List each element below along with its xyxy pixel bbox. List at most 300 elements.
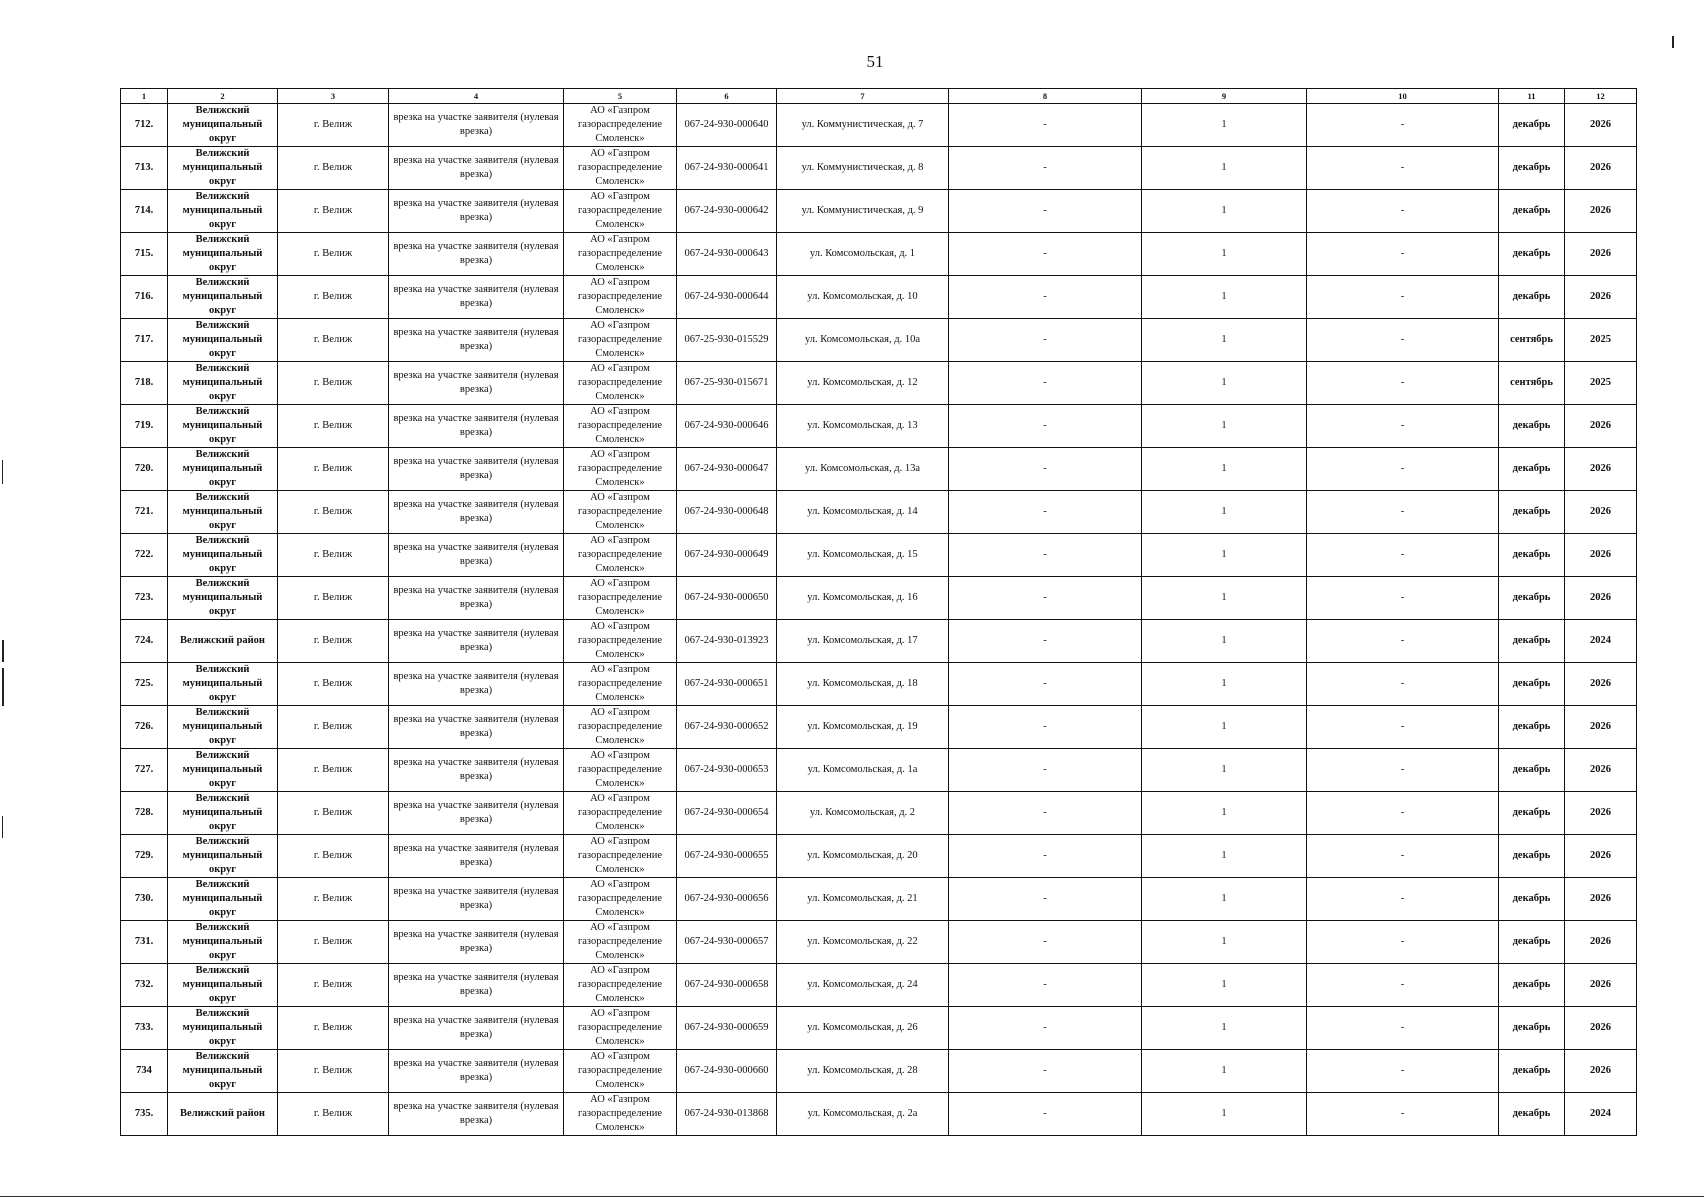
month-cell: декабрь [1499, 147, 1565, 190]
organization-cell: АО «Газпром газораспределение Смоленск» [564, 663, 677, 706]
address-cell: ул. Комсомольская, д. 16 [777, 577, 949, 620]
district-cell: Велижский муниципальный округ [168, 792, 278, 835]
table-row [121, 405, 1637, 448]
column-9-cell: 1 [1142, 448, 1307, 491]
column-header: 1 [121, 89, 168, 104]
address-cell: ул. Комсомольская, д. 20 [777, 835, 949, 878]
work-type-cell: врезка на участке заявителя (нулевая врезка) [389, 276, 564, 319]
organization-cell: АО «Газпром газораспределение Смоленск» [564, 147, 677, 190]
column-10-cell: - [1307, 190, 1499, 233]
work-type-cell: врезка на участке заявителя (нулевая врезка) [389, 1050, 564, 1093]
month-cell: декабрь [1499, 792, 1565, 835]
year-cell: 2026 [1565, 276, 1637, 319]
year-cell: 2026 [1565, 233, 1637, 276]
column-9-cell: 1 [1142, 147, 1307, 190]
row-number: 731. [121, 921, 168, 964]
district-cell: Велижский муниципальный округ [168, 534, 278, 577]
column-9-cell: 1 [1142, 190, 1307, 233]
address-cell: ул. Коммунистическая, д. 7 [777, 104, 949, 147]
column-9-cell: 1 [1142, 362, 1307, 405]
address-cell: ул. Комсомольская, д. 28 [777, 1050, 949, 1093]
row-number: 718. [121, 362, 168, 405]
address-cell: ул. Комсомольская, д. 10 [777, 276, 949, 319]
column-10-cell: - [1307, 835, 1499, 878]
address-cell: ул. Коммунистическая, д. 9 [777, 190, 949, 233]
year-cell: 2026 [1565, 448, 1637, 491]
table-row [121, 362, 1637, 405]
organization-cell: АО «Газпром газораспределение Смоленск» [564, 1007, 677, 1050]
column-9-cell: 1 [1142, 878, 1307, 921]
district-cell: Велижский муниципальный округ [168, 362, 278, 405]
address-cell: ул. Комсомольская, д. 17 [777, 620, 949, 663]
organization-cell: АО «Газпром газораспределение Смоленск» [564, 1093, 677, 1136]
table-row [121, 749, 1637, 792]
district-cell: Велижский муниципальный округ [168, 190, 278, 233]
town-cell: г. Велиж [278, 362, 389, 405]
address-cell: ул. Комсомольская, д. 13 [777, 405, 949, 448]
column-10-cell: - [1307, 964, 1499, 1007]
district-cell: Велижский муниципальный округ [168, 104, 278, 147]
application-code-cell: 067-24-930-000654 [677, 792, 777, 835]
organization-cell: АО «Газпром газораспределение Смоленск» [564, 491, 677, 534]
row-number: 724. [121, 620, 168, 663]
column-8-cell: - [949, 491, 1142, 534]
column-9-cell: 1 [1142, 104, 1307, 147]
application-code-cell: 067-24-930-000658 [677, 964, 777, 1007]
table-row [121, 835, 1637, 878]
work-type-cell: врезка на участке заявителя (нулевая врезка) [389, 749, 564, 792]
column-8-cell: - [949, 1050, 1142, 1093]
address-cell: ул. Комсомольская, д. 26 [777, 1007, 949, 1050]
application-code-cell: 067-24-930-000655 [677, 835, 777, 878]
month-cell: декабрь [1499, 835, 1565, 878]
year-cell: 2026 [1565, 577, 1637, 620]
application-code-cell: 067-24-930-000649 [677, 534, 777, 577]
column-8-cell: - [949, 792, 1142, 835]
town-cell: г. Велиж [278, 1007, 389, 1050]
district-cell: Велижский муниципальный округ [168, 878, 278, 921]
column-8-cell: - [949, 362, 1142, 405]
organization-cell: АО «Газпром газораспределение Смоленск» [564, 749, 677, 792]
column-8-cell: - [949, 190, 1142, 233]
organization-cell: АО «Газпром газораспределение Смоленск» [564, 921, 677, 964]
month-cell: декабрь [1499, 104, 1565, 147]
column-10-cell: - [1307, 1093, 1499, 1136]
month-cell: декабрь [1499, 448, 1565, 491]
year-cell: 2026 [1565, 964, 1637, 1007]
column-8-cell: - [949, 921, 1142, 964]
column-10-cell: - [1307, 534, 1499, 577]
row-number: 722. [121, 534, 168, 577]
work-type-cell: врезка на участке заявителя (нулевая врезка) [389, 792, 564, 835]
work-type-cell: врезка на участке заявителя (нулевая врезка) [389, 233, 564, 276]
table-row [121, 534, 1637, 577]
column-8-cell: - [949, 104, 1142, 147]
district-cell: Велижский муниципальный округ [168, 921, 278, 964]
year-cell: 2026 [1565, 405, 1637, 448]
table-row [121, 921, 1637, 964]
table-row [121, 663, 1637, 706]
month-cell: декабрь [1499, 1007, 1565, 1050]
organization-cell: АО «Газпром газораспределение Смоленск» [564, 319, 677, 362]
column-10-cell: - [1307, 276, 1499, 319]
application-code-cell: 067-24-930-000660 [677, 1050, 777, 1093]
address-cell: ул. Комсомольская, д. 1а [777, 749, 949, 792]
row-number: 730. [121, 878, 168, 921]
month-cell: сентябрь [1499, 362, 1565, 405]
table-row [121, 1050, 1637, 1093]
row-number: 713. [121, 147, 168, 190]
year-cell: 2026 [1565, 1007, 1637, 1050]
table-row [121, 190, 1637, 233]
table-row [121, 276, 1637, 319]
year-cell: 2026 [1565, 104, 1637, 147]
work-type-cell: врезка на участке заявителя (нулевая врезка) [389, 921, 564, 964]
row-number: 712. [121, 104, 168, 147]
column-9-cell: 1 [1142, 491, 1307, 534]
month-cell: сентябрь [1499, 319, 1565, 362]
town-cell: г. Велиж [278, 104, 389, 147]
column-8-cell: - [949, 1093, 1142, 1136]
row-number: 719. [121, 405, 168, 448]
page-number: 51 [866, 52, 884, 71]
work-type-cell: врезка на участке заявителя (нулевая врезка) [389, 362, 564, 405]
town-cell: г. Велиж [278, 1093, 389, 1136]
column-10-cell: - [1307, 405, 1499, 448]
column-8-cell: - [949, 749, 1142, 792]
town-cell: г. Велиж [278, 319, 389, 362]
column-10-cell: - [1307, 147, 1499, 190]
work-type-cell: врезка на участке заявителя (нулевая врезка) [389, 620, 564, 663]
month-cell: декабрь [1499, 405, 1565, 448]
town-cell: г. Велиж [278, 964, 389, 1007]
application-code-cell: 067-24-930-000657 [677, 921, 777, 964]
work-type-cell: врезка на участке заявителя (нулевая врезка) [389, 491, 564, 534]
address-cell: ул. Комсомольская, д. 24 [777, 964, 949, 1007]
column-9-cell: 1 [1142, 1093, 1307, 1136]
column-9-cell: 1 [1142, 620, 1307, 663]
table-row [121, 147, 1637, 190]
column-9-cell: 1 [1142, 663, 1307, 706]
column-8-cell: - [949, 663, 1142, 706]
work-type-cell: врезка на участке заявителя (нулевая врезка) [389, 448, 564, 491]
work-type-cell: врезка на участке заявителя (нулевая врезка) [389, 534, 564, 577]
column-9-cell: 1 [1142, 276, 1307, 319]
organization-cell: АО «Газпром газораспределение Смоленск» [564, 577, 677, 620]
work-type-cell: врезка на участке заявителя (нулевая врезка) [389, 835, 564, 878]
column-9-cell: 1 [1142, 964, 1307, 1007]
column-10-cell: - [1307, 362, 1499, 405]
column-9-cell: 1 [1142, 534, 1307, 577]
organization-cell: АО «Газпром газораспределение Смоленск» [564, 835, 677, 878]
district-cell: Велижский муниципальный округ [168, 319, 278, 362]
column-header: 10 [1307, 89, 1499, 104]
gas-connection-table [120, 88, 1637, 1136]
column-8-cell: - [949, 878, 1142, 921]
column-10-cell: - [1307, 792, 1499, 835]
column-9-cell: 1 [1142, 319, 1307, 362]
application-code-cell: 067-24-930-000659 [677, 1007, 777, 1050]
application-code-cell: 067-24-930-000656 [677, 878, 777, 921]
district-cell: Велижский муниципальный округ [168, 448, 278, 491]
district-cell: Велижский муниципальный округ [168, 663, 278, 706]
organization-cell: АО «Газпром газораспределение Смоленск» [564, 190, 677, 233]
row-number: 725. [121, 663, 168, 706]
month-cell: декабрь [1499, 233, 1565, 276]
column-9-cell: 1 [1142, 577, 1307, 620]
work-type-cell: врезка на участке заявителя (нулевая врезка) [389, 1093, 564, 1136]
town-cell: г. Велиж [278, 878, 389, 921]
table-row [121, 620, 1637, 663]
year-cell: 2026 [1565, 921, 1637, 964]
town-cell: г. Велиж [278, 233, 389, 276]
row-number: 714. [121, 190, 168, 233]
application-code-cell: 067-25-930-015529 [677, 319, 777, 362]
column-8-cell: - [949, 276, 1142, 319]
year-cell: 2026 [1565, 749, 1637, 792]
column-10-cell: - [1307, 921, 1499, 964]
address-cell: ул. Комсомольская, д. 13а [777, 448, 949, 491]
column-10-cell: - [1307, 104, 1499, 147]
month-cell: декабрь [1499, 964, 1565, 1007]
row-number: 728. [121, 792, 168, 835]
town-cell: г. Велиж [278, 706, 389, 749]
organization-cell: АО «Газпром газораспределение Смоленск» [564, 276, 677, 319]
district-cell: Велижский район [168, 1093, 278, 1136]
work-type-cell: врезка на участке заявителя (нулевая врезка) [389, 964, 564, 1007]
district-cell: Велижский муниципальный округ [168, 577, 278, 620]
application-code-cell: 067-24-930-000643 [677, 233, 777, 276]
town-cell: г. Велиж [278, 663, 389, 706]
column-8-cell: - [949, 147, 1142, 190]
year-cell: 2026 [1565, 1050, 1637, 1093]
district-cell: Велижский муниципальный округ [168, 276, 278, 319]
work-type-cell: врезка на участке заявителя (нулевая врезка) [389, 706, 564, 749]
column-9-cell: 1 [1142, 405, 1307, 448]
application-code-cell: 067-24-930-000651 [677, 663, 777, 706]
column-10-cell: - [1307, 706, 1499, 749]
work-type-cell: врезка на участке заявителя (нулевая врезка) [389, 319, 564, 362]
scan-mark [1672, 36, 1674, 48]
table-row [121, 233, 1637, 276]
year-cell: 2024 [1565, 1093, 1637, 1136]
town-cell: г. Велиж [278, 491, 389, 534]
year-cell: 2026 [1565, 534, 1637, 577]
organization-cell: АО «Газпром газораспределение Смоленск» [564, 362, 677, 405]
application-code-cell: 067-24-930-000650 [677, 577, 777, 620]
town-cell: г. Велиж [278, 1050, 389, 1093]
column-10-cell: - [1307, 878, 1499, 921]
month-cell: декабрь [1499, 491, 1565, 534]
district-cell: Велижский муниципальный округ [168, 405, 278, 448]
year-cell: 2026 [1565, 792, 1637, 835]
row-number: 733. [121, 1007, 168, 1050]
application-code-cell: 067-24-930-000646 [677, 405, 777, 448]
column-10-cell: - [1307, 448, 1499, 491]
column-10-cell: - [1307, 1050, 1499, 1093]
row-number: 729. [121, 835, 168, 878]
address-cell: ул. Комсомольская, д. 2а [777, 1093, 949, 1136]
year-cell: 2026 [1565, 491, 1637, 534]
organization-cell: АО «Газпром газораспределение Смоленск» [564, 534, 677, 577]
table-row [121, 319, 1637, 362]
column-header: 4 [389, 89, 564, 104]
column-header: 9 [1142, 89, 1307, 104]
column-header: 2 [168, 89, 278, 104]
organization-cell: АО «Газпром газораспределение Смоленск» [564, 405, 677, 448]
application-code-cell: 067-24-930-000642 [677, 190, 777, 233]
table-row [121, 878, 1637, 921]
column-header: 8 [949, 89, 1142, 104]
scan-mark [2, 640, 4, 662]
column-10-cell: - [1307, 319, 1499, 362]
organization-cell: АО «Газпром газораспределение Смоленск» [564, 620, 677, 663]
column-8-cell: - [949, 620, 1142, 663]
district-cell: Велижский муниципальный округ [168, 233, 278, 276]
table-row [121, 706, 1637, 749]
work-type-cell: врезка на участке заявителя (нулевая врезка) [389, 577, 564, 620]
month-cell: декабрь [1499, 1093, 1565, 1136]
organization-cell: АО «Газпром газораспределение Смоленск» [564, 792, 677, 835]
work-type-cell: врезка на участке заявителя (нулевая врезка) [389, 147, 564, 190]
column-header: 5 [564, 89, 677, 104]
year-cell: 2026 [1565, 706, 1637, 749]
town-cell: г. Велиж [278, 147, 389, 190]
town-cell: г. Велиж [278, 190, 389, 233]
column-header: 11 [1499, 89, 1565, 104]
column-10-cell: - [1307, 749, 1499, 792]
column-header: 6 [677, 89, 777, 104]
district-cell: Велижский муниципальный округ [168, 1007, 278, 1050]
row-number: 715. [121, 233, 168, 276]
scan-mark [2, 460, 3, 484]
application-code-cell: 067-24-930-000648 [677, 491, 777, 534]
column-10-cell: - [1307, 491, 1499, 534]
organization-cell: АО «Газпром газораспределение Смоленск» [564, 964, 677, 1007]
month-cell: декабрь [1499, 878, 1565, 921]
application-code-cell: 067-24-930-013868 [677, 1093, 777, 1136]
column-10-cell: - [1307, 233, 1499, 276]
address-cell: ул. Комсомольская, д. 12 [777, 362, 949, 405]
table-row [121, 792, 1637, 835]
application-code-cell: 067-24-930-000641 [677, 147, 777, 190]
application-code-cell: 067-24-930-000653 [677, 749, 777, 792]
town-cell: г. Велиж [278, 534, 389, 577]
column-9-cell: 1 [1142, 792, 1307, 835]
town-cell: г. Велиж [278, 921, 389, 964]
month-cell: декабрь [1499, 706, 1565, 749]
row-number: 735. [121, 1093, 168, 1136]
column-8-cell: - [949, 448, 1142, 491]
column-10-cell: - [1307, 620, 1499, 663]
month-cell: декабрь [1499, 190, 1565, 233]
column-8-cell: - [949, 233, 1142, 276]
work-type-cell: врезка на участке заявителя (нулевая врезка) [389, 663, 564, 706]
row-number: 734 [121, 1050, 168, 1093]
column-header: 12 [1565, 89, 1637, 104]
column-10-cell: - [1307, 577, 1499, 620]
work-type-cell: врезка на участке заявителя (нулевая врезка) [389, 190, 564, 233]
column-9-cell: 1 [1142, 921, 1307, 964]
address-cell: ул. Комсомольская, д. 10а [777, 319, 949, 362]
header-row [121, 89, 1637, 104]
scan-mark [2, 668, 4, 706]
column-9-cell: 1 [1142, 706, 1307, 749]
address-cell: ул. Комсомольская, д. 2 [777, 792, 949, 835]
month-cell: декабрь [1499, 749, 1565, 792]
year-cell: 2025 [1565, 362, 1637, 405]
table-row [121, 491, 1637, 534]
application-code-cell: 067-24-930-013923 [677, 620, 777, 663]
month-cell: декабрь [1499, 620, 1565, 663]
column-8-cell: - [949, 964, 1142, 1007]
column-8-cell: - [949, 706, 1142, 749]
organization-cell: АО «Газпром газораспределение Смоленск» [564, 233, 677, 276]
town-cell: г. Велиж [278, 577, 389, 620]
column-9-cell: 1 [1142, 1050, 1307, 1093]
organization-cell: АО «Газпром газораспределение Смоленск» [564, 1050, 677, 1093]
month-cell: декабрь [1499, 534, 1565, 577]
town-cell: г. Велиж [278, 792, 389, 835]
work-type-cell: врезка на участке заявителя (нулевая врезка) [389, 405, 564, 448]
column-8-cell: - [949, 534, 1142, 577]
organization-cell: АО «Газпром газораспределение Смоленск» [564, 878, 677, 921]
column-10-cell: - [1307, 663, 1499, 706]
address-cell: ул. Комсомольская, д. 18 [777, 663, 949, 706]
application-code-cell: 067-24-930-000647 [677, 448, 777, 491]
district-cell: Велижский муниципальный округ [168, 706, 278, 749]
column-8-cell: - [949, 319, 1142, 362]
table-row [121, 1007, 1637, 1050]
table-row [121, 1093, 1637, 1136]
town-cell: г. Велиж [278, 749, 389, 792]
year-cell: 2026 [1565, 835, 1637, 878]
town-cell: г. Велиж [278, 620, 389, 663]
row-number: 717. [121, 319, 168, 362]
table-row [121, 577, 1637, 620]
district-cell: Велижский муниципальный округ [168, 749, 278, 792]
year-cell: 2024 [1565, 620, 1637, 663]
column-9-cell: 1 [1142, 233, 1307, 276]
address-cell: ул. Комсомольская, д. 19 [777, 706, 949, 749]
application-code-cell: 067-25-930-015671 [677, 362, 777, 405]
application-code-cell: 067-24-930-000640 [677, 104, 777, 147]
column-9-cell: 1 [1142, 749, 1307, 792]
column-header: 3 [278, 89, 389, 104]
address-cell: ул. Комсомольская, д. 21 [777, 878, 949, 921]
address-cell: ул. Комсомольская, д. 15 [777, 534, 949, 577]
town-cell: г. Велиж [278, 835, 389, 878]
address-cell: ул. Коммунистическая, д. 8 [777, 147, 949, 190]
table-row [121, 104, 1637, 147]
row-number: 720. [121, 448, 168, 491]
work-type-cell: врезка на участке заявителя (нулевая врезка) [389, 1007, 564, 1050]
column-9-cell: 1 [1142, 1007, 1307, 1050]
year-cell: 2025 [1565, 319, 1637, 362]
organization-cell: АО «Газпром газораспределение Смоленск» [564, 448, 677, 491]
district-cell: Велижский район [168, 620, 278, 663]
town-cell: г. Велиж [278, 448, 389, 491]
column-8-cell: - [949, 405, 1142, 448]
organization-cell: АО «Газпром газораспределение Смоленск» [564, 104, 677, 147]
address-cell: ул. Комсомольская, д. 22 [777, 921, 949, 964]
bottom-rule [0, 1196, 1704, 1197]
application-code-cell: 067-24-930-000644 [677, 276, 777, 319]
application-code-cell: 067-24-930-000652 [677, 706, 777, 749]
year-cell: 2026 [1565, 147, 1637, 190]
row-number: 732. [121, 964, 168, 1007]
month-cell: декабрь [1499, 1050, 1565, 1093]
